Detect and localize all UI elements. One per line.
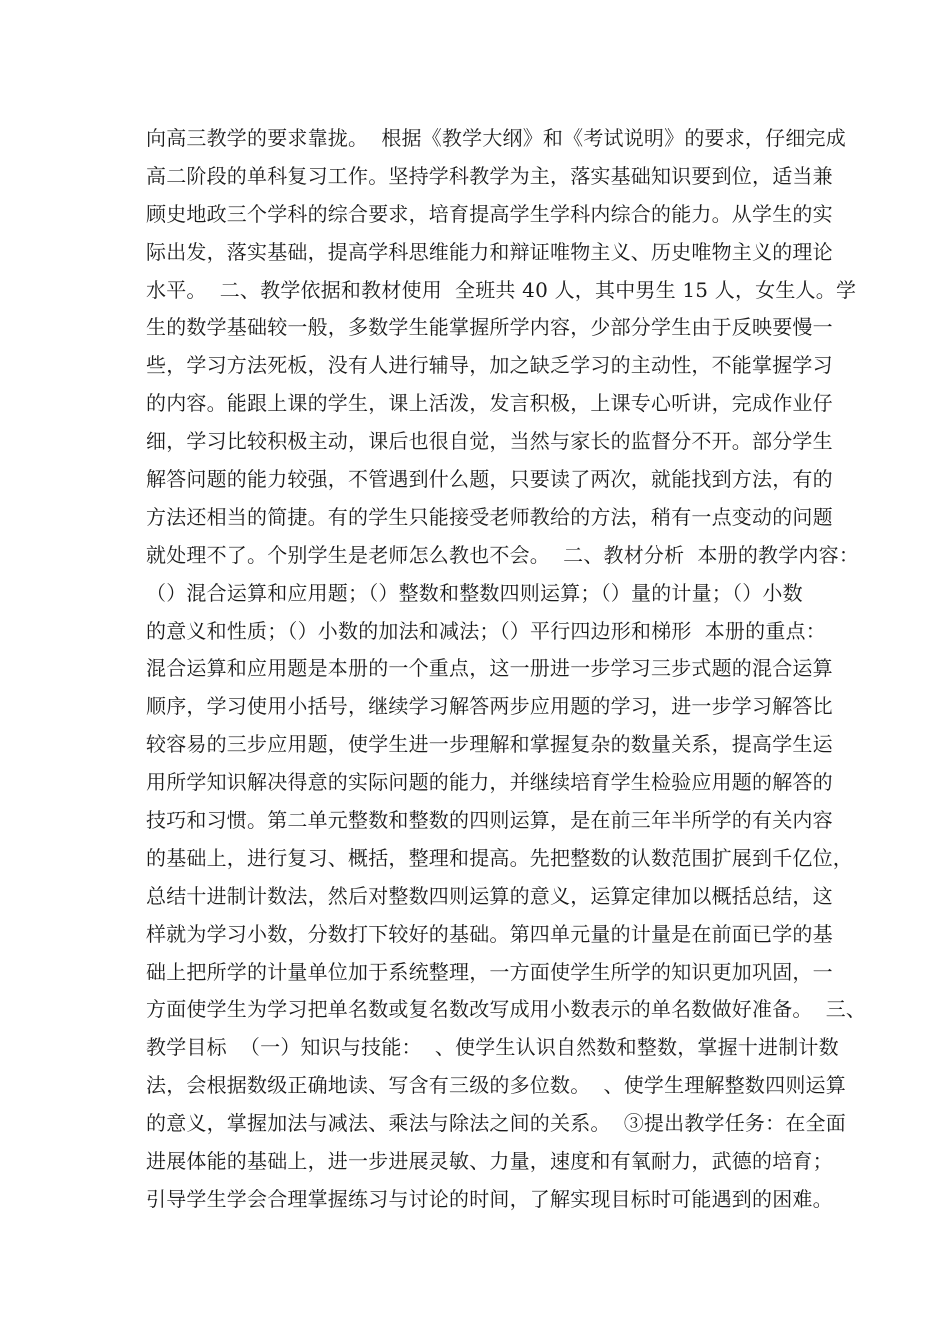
body-text	[146, 120, 867, 1219]
text-line: 础上把所学的计量单位加于系统整理，一方面使学生所学的知识更加巩固，一	[146, 959, 833, 984]
text-line: （）混合运算和应用题；（）整数和整数四则运算；（）量的计量；（）小数	[146, 580, 803, 605]
text-line: 法，会根据数级正确地读、写含有三级的多位数。 、使学生理解整数四则运算	[146, 1073, 846, 1098]
text-line: 进展体能的基础上，进一步进展灵敏、力量，速度和有氧耐力，武德的培育；	[146, 1149, 833, 1174]
text-line: 的基础上，进行复习、概括，整理和提高。先把整数的认数范围扩展到千亿位，	[146, 845, 853, 870]
text-line: 教学目标 （一）知识与技能： 、使学生认识自然数和整数，掌握十进制计数	[146, 1035, 839, 1060]
text-line: 方面使学生为学习把单名数或复名数改写成用小数表示的单名数做好准备。 三、	[146, 997, 867, 1022]
text-line: 技巧和习惯。第二单元整数和整数的四则运算，是在前三年半所学的有关内容	[146, 808, 833, 833]
text-line: 些，学习方法死板，没有人进行辅导，加之缺乏学习的主动性，不能掌握学习	[146, 353, 833, 378]
text-line: 生的数学基础较一般，多数学生能掌握所学内容，少部分学生由于反映要慢一	[146, 315, 833, 340]
text-line: 方法还相当的简捷。有的学生只能接受老师教给的方法，稍有一点变动的问题	[146, 504, 833, 529]
text-line: 高二阶段的单科复习工作。坚持学科教学为主，落实基础知识要到位，适当兼	[146, 163, 833, 188]
text-line: 际出发，落实基础，提高学科思维能力和辩证唯物主义、历史唯物主义的理论	[146, 239, 833, 264]
text-line: 混合运算和应用题是本册的一个重点，这一册进一步学习三步式题的混合运算	[146, 656, 833, 681]
text-line: 就处理不了。个别学生是老师怎么教也不会。 二、教材分析 本册的教学内容：	[146, 542, 860, 567]
text-line: 顺序，学习使用小括号，继续学习解答两步应用题的学习，进一步学习解答比	[146, 694, 833, 719]
text-line: 顾史地政三个学科的综合要求，培育提高学生学科内综合的能力。从学生的实	[146, 201, 833, 226]
text-line: 样就为学习小数，分数打下较好的基础。第四单元量的计量是在前面已学的基	[146, 921, 833, 946]
text-line: 细，学习比较积极主动，课后也很自觉，当然与家长的监督分不开。部分学生	[146, 429, 833, 454]
text-line: 总结十进制计数法，然后对整数四则运算的意义，运算定律加以概括总结，这	[146, 883, 833, 908]
text-line: 引导学生学会合理掌握练习与讨论的时间，了解实现目标时可能遇到的困难。	[146, 1186, 833, 1211]
text-line: 解答问题的能力较强，不管遇到什么题，只要读了两次，就能找到方法，有的	[146, 467, 833, 492]
text-line: 向高三教学的要求靠拢。 根据《教学大纲》和《考试说明》的要求，仔细完成	[146, 126, 846, 150]
text-line: 用所学知识解决得意的实际问题的能力，并继续培育学生检验应用题的解答的	[146, 770, 833, 795]
text-line: 的意义和性质；（）小数的加法和减法；（）平行四边形和梯形 本册的重点：	[146, 618, 826, 643]
text-line: 较容易的三步应用题，使学生进一步理解和掌握复杂的数量关系，提高学生运	[146, 732, 833, 757]
text-line: 的内容。能跟上课的学生，课上活泼，发言积极，上课专心听讲，完成作业仔	[146, 391, 833, 416]
text-line: 的意义，掌握加法与减法、乘法与除法之间的关系。 ③提出教学任务：在全面	[146, 1111, 846, 1136]
text-line: 水平。 二、教学依据和教材使用 全班共 40 人，其中男生 15 人，女生人。学	[146, 277, 857, 302]
